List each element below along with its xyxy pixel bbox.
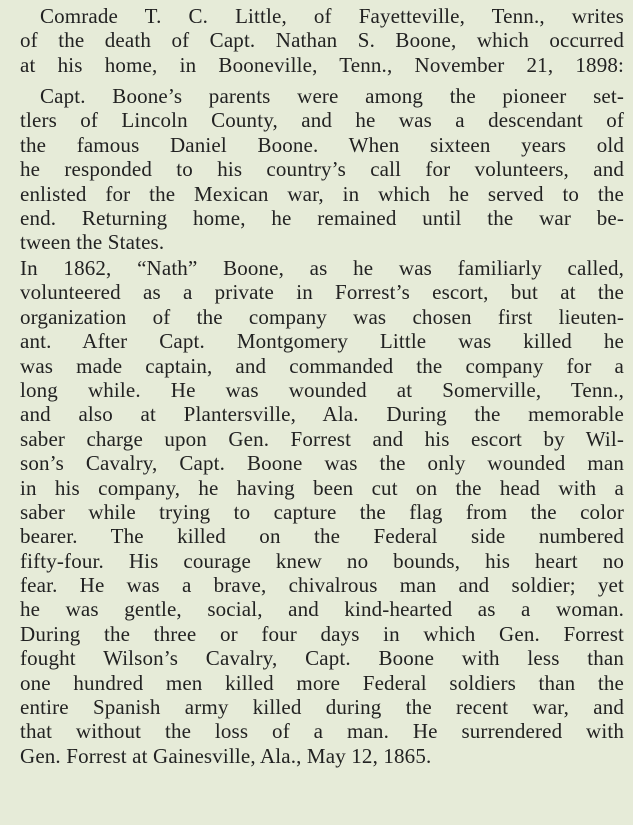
text-line: saber while trying to capture the flag from the color (20, 499, 624, 524)
text-line: he responded to his country’s call for volunteers, and (20, 157, 624, 182)
body-paragraph-1 (20, 84, 624, 255)
text-line: volunteered as a private in Forrest’s escort, but at the (20, 280, 624, 305)
text-line: Capt. Boone’s parents were among the pioneer set- (40, 84, 624, 108)
text-line: fear. He was a brave, chivalrous man and soldier; yet (20, 573, 624, 598)
text-line: and also at Plantersville, Ala. During the memorable (20, 402, 624, 427)
text-line: Gen. Forrest at Gainesville, Ala., May 12, 1865. (20, 743, 432, 768)
text-line: at his home, in Booneville, Tenn., November 21, 1898: (20, 52, 624, 77)
text-line: enlisted for the Mexican war, in which he served to the (20, 181, 624, 206)
text-line: entire Spanish army killed during the recent war, and (20, 695, 624, 720)
text-line: in his company, he having been cut on the head with a (20, 475, 624, 500)
intro-paragraph (20, 4, 624, 77)
text-line: In 1862, “Nath” Boone, as he was familiarly called, (20, 256, 624, 280)
text-line: one hundred men killed more Federal soldiers than the (20, 670, 624, 695)
text-line: organization of the company was chosen first lieuten- (20, 304, 624, 329)
text-line: bearer. The killed on the Federal side numbered (20, 524, 624, 549)
text-line: Comrade T. C. Little, of Fayetteville, Tenn., writes (40, 4, 624, 28)
text-line: long while. He was wounded at Somerville, Tenn., (20, 377, 624, 402)
text-line: tlers of Lincoln County, and he was a descendant of (20, 108, 624, 133)
text-line: fought Wilson’s Cavalry, Capt. Boone with less than (20, 646, 624, 671)
text-line: was made captain, and commanded the company for a (20, 353, 624, 378)
text-line: During the three or four days in which Gen. Forrest (20, 621, 624, 646)
text-line: he was gentle, social, and kind-hearted as a woman. (20, 597, 624, 622)
text-line: ant. After Capt. Montgomery Little was killed he (20, 329, 624, 354)
text-line: end. Returning home, he remained until the war be- (20, 205, 624, 230)
text-line: the famous Daniel Boone. When sixteen years old (20, 132, 624, 157)
body-paragraph-2 (20, 256, 624, 768)
text-line: of the death of Capt. Nathan S. Boone, which occurred (20, 28, 624, 53)
text-line: that without the loss of a man. He surrendered with (20, 719, 624, 744)
text-line: tween the States. (20, 230, 165, 255)
text-line: fifty-four. His courage knew no bounds, his heart no (20, 548, 624, 573)
text-line: saber charge upon Gen. Forrest and his escort by Wil- (20, 426, 624, 451)
text-line: son’s Cavalry, Capt. Boone was the only wounded man (20, 451, 624, 476)
